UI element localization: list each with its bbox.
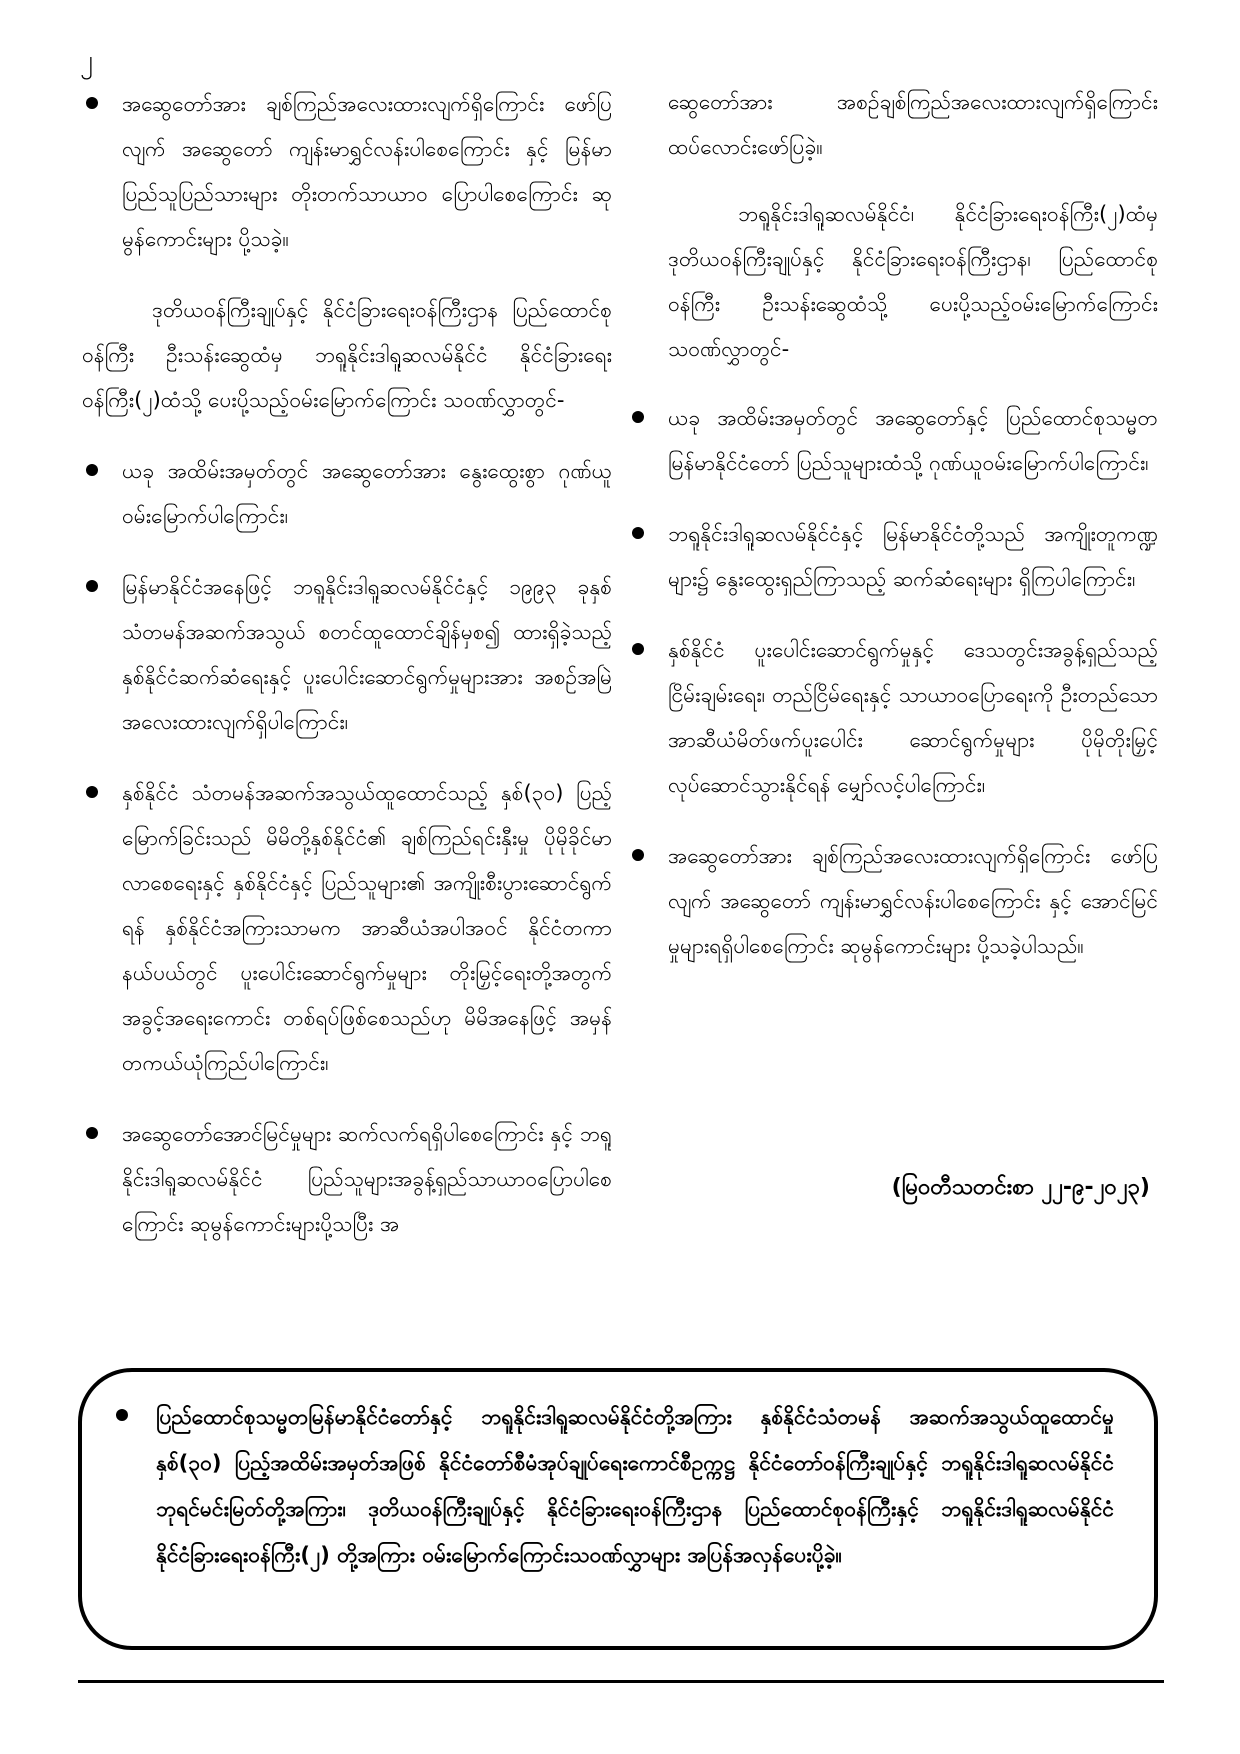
left-bullet-4 [82, 771, 612, 1086]
left-bullet-2 [82, 449, 612, 539]
right-paragraph-1: ဘရူနိုင်းဒါရူဆလမ်နိုင်ငံ၊ နိုင်ငံခြားရေးဝန်ကြီး(၂)ထံမှ ဒုတိယဝန်ကြီးချုပ်နှင့် နိုင်ငံခြားရေးဝန်ကြီးဌာန၊ ပြည်ထောင်စုဝန်ကြီး ဦးသန်းဆွေထံသို့ ပေးပို့သည့်ဝမ်းမြောက်ကြောင်း သဝဏ်လွှာတွင်- [668, 202, 1158, 361]
left-bullet-1 [82, 82, 612, 262]
left-bullet-5-text: အဆွေတော်အောင်မြင်မှုများ ဆက်လက်ရရှိပါစေကြောင်း နှင့် ဘရူနိုင်းဒါရူဆလမ်နိုင်ငံ ပြည်သူများအခွန့်ရှည်သာယာဝပြောပါစေကြောင်း ဆုမွန်ကောင်းများပို့သပြီး အ [122, 1122, 612, 1236]
right-bullet-3 [628, 628, 1158, 808]
bullet-dot-icon [632, 411, 644, 423]
summary-box [78, 1368, 1158, 1650]
right-bullet-2-text: ဘရူနိုင်းဒါရူဆလမ်နိုင်ငံနှင့် မြန်မာနိုင်ငံတို့သည် အကျိုးတူကဏ္ဍများ၌ နွေးထွေးရှည်ကြာသည့် ဆက်ဆံရေးများ ရှိကြပါကြောင်း၊ [668, 522, 1158, 591]
bullet-dot-icon [632, 849, 644, 861]
right-bullet-4 [628, 834, 1158, 969]
page-number: ၂ [80, 45, 93, 75]
bullet-dot-icon [86, 1127, 98, 1139]
bullet-dot-icon [86, 97, 98, 109]
left-bullet-3 [82, 565, 612, 745]
bullet-dot-icon [632, 527, 644, 539]
summary-bullet [112, 1394, 1114, 1578]
source-citation: (မြဝတီသတင်းစာ ၂၂-၉-၂၀၂၃) [891, 1175, 1150, 1200]
right-bullet-3-text: နှစ်နိုင်ငံ ပူးပေါင်းဆောင်ရွက်မှုနှင့် ဒေသတွင်းအခွန့်ရှည်သည့် ငြိမ်းချမ်းရေး၊ တည်ငြိမ်ရေးနှင့် သာယာဝပြောရေးကို ဦးတည်သော အာဆီယံမိတ်ဖက်ပူးပေါင်း ဆောင်ရွက်မှုများ ပိုမိုတိုးမြှင့်လုပ်ဆောင်သွားနိုင်ရန် မျှော်လင့်ပါကြောင်း၊ [668, 638, 1158, 797]
left-bullet-5 [82, 1112, 612, 1247]
right-bullet-1 [628, 396, 1158, 486]
bullet-dot-icon [116, 1409, 128, 1421]
summary-text: ပြည်ထောင်စုသမ္မတမြန်မာနိုင်ငံတော်နှင့် ဘရူနိုင်းဒါရူဆလမ်နိုင်ငံတို့အကြား နှစ်နိုင်ငံသံတမန် အဆက်အသွယ်ထူထောင်မှု နှစ်(၃၀) ပြည့်အထိမ်းအမှတ်အဖြစ် နိုင်ငံတော်စီမံအုပ်ချုပ်ရေးကောင်စီဥက္ကဋ္ဌ နိုင်ငံတော်ဝန်ကြီးချုပ်နှင့် ဘရူနိုင်းဒါရူဆလမ်နိုင်ငံ ဘုရင်မင်းမြတ်တို့အကြား၊ ဒုတိယဝန်ကြီးချုပ်နှင့် နိုင်ငံခြားရေးဝန်ကြီးဌာန ပြည်ထောင်စုဝန်ကြီးနှင့် ဘရူနိုင်းဒါရူဆလမ်နိုင်ငံ နိုင်ငံခြားရေးဝန်ကြီး(၂) တို့အကြား ဝမ်းမြောက်ကြောင်းသဝဏ်လွှာများ အပြန်အလှန်ပေးပို့ခဲ့။ [156, 1405, 1114, 1567]
bottom-rule [78, 1680, 1164, 1683]
left-bullet-2-text: ယခု အထိမ်းအမှတ်တွင် အဆွေတော်အား နွေးထွေးစွာ ဂုဏ်ယူဝမ်းမြောက်ပါကြောင်း၊ [122, 459, 612, 528]
left-column [82, 82, 612, 1273]
left-bullet-4-text: နှစ်နိုင်ငံ သံတမန်အဆက်အသွယ်ထူထောင်သည့် နှစ်(၃၀) ပြည့်မြောက်ခြင်းသည် မိမိတို့နှစ်နိုင်ငံ၏ ချစ်ကြည်ရင်းနှီးမှု ပိုမိုခိုင်မာလာစေရေးနှင့် နှစ်နိုင်ငံနှင့် ပြည်သူများ၏ အကျိုးစီးပွားဆောင်ရွက်ရန် နှစ်နိုင်ငံအကြားသာမက အာဆီယံအပါအဝင် နိုင်ငံတကာနယ်ပယ်တွင် ပူးပေါင်းဆောင်ရွက်မှုများ တိုးမြှင့်ရေးတို့အတွက် အခွင့်အရေးကောင်း တစ်ရပ်ဖြစ်စေသည်ဟု မိမိအနေဖြင့် အမှန်တကယ်ယုံကြည်ပါကြောင်း၊ [122, 781, 612, 1075]
right-column [628, 80, 1158, 995]
bullet-dot-icon [86, 464, 98, 476]
right-bullet-1-text: ယခု အထိမ်းအမှတ်တွင် အဆွေတော်နှင့် ပြည်ထောင်စုသမ္မတမြန်မာနိုင်ငံတော် ပြည်သူများထံသို့ ဂုဏ်ယူဝမ်းမြောက်ပါကြောင်း၊ [668, 406, 1158, 475]
left-bullet-1-text: အဆွေတော်အား ချစ်ကြည်အလေးထားလျက်ရှိကြောင်း ဖော်ပြလျက် အဆွေတော် ကျန်းမာရွှင်လန်းပါစေကြောင်း နှင့် မြန်မာပြည်သူပြည်သားများ တိုးတက်သာယာဝ ပြောပါစေကြောင်း ဆုမွန်ကောင်းများ ပို့သခဲ့။ [122, 92, 612, 251]
right-continuation: ဆွေတော်အား အစဉ်ချစ်ကြည်အလေးထားလျက်ရှိကြောင်း ထပ်လောင်းဖော်ပြခဲ့။ [668, 90, 1158, 159]
bullet-dot-icon [86, 580, 98, 592]
bullet-dot-icon [632, 643, 644, 655]
right-bullet-4-text: အဆွေတော်အား ချစ်ကြည်အလေးထားလျက်ရှိကြောင်း ဖော်ပြလျက် အဆွေတော် ကျန်းမာရွှင်လန်းပါစေကြောင်း နှင့် အောင်မြင်မှုများရရှိပါစေကြောင်း ဆုမွန်ကောင်းများ ပို့သခဲ့ပါသည်။ [668, 844, 1158, 958]
left-paragraph-1: ဒုတိယဝန်ကြီးချုပ်နှင့် နိုင်ငံခြားရေးဝန်ကြီးဌာန ပြည်ထောင်စုဝန်ကြီး ဦးသန်းဆွေထံမှ ဘရူနိုင်းဒါရူဆလမ်နိုင်ငံ နိုင်ငံခြားရေးဝန်ကြီး(၂)ထံသို့ ပေးပို့သည့်ဝမ်းမြောက်ကြောင်း သဝဏ်လွှာတွင်- [82, 298, 612, 412]
right-bullet-2 [628, 512, 1158, 602]
bullet-dot-icon [86, 786, 98, 798]
left-bullet-3-text: မြန်မာနိုင်ငံအနေဖြင့် ဘရူနိုင်းဒါရူဆလမ်နိုင်ငံနှင့် ၁၉၉၃ ခုနှစ် သံတမန်အဆက်အသွယ် စတင်ထူထောင်ချိန်မှစ၍ ထားရှိခဲ့သည့် နှစ်နိုင်ငံဆက်ဆံရေးနှင့် ပူးပေါင်းဆောင်ရွက်မှုများအား အစဉ်အမြဲ အလေးထားလျက်ရှိပါကြောင်း၊ [122, 575, 612, 734]
